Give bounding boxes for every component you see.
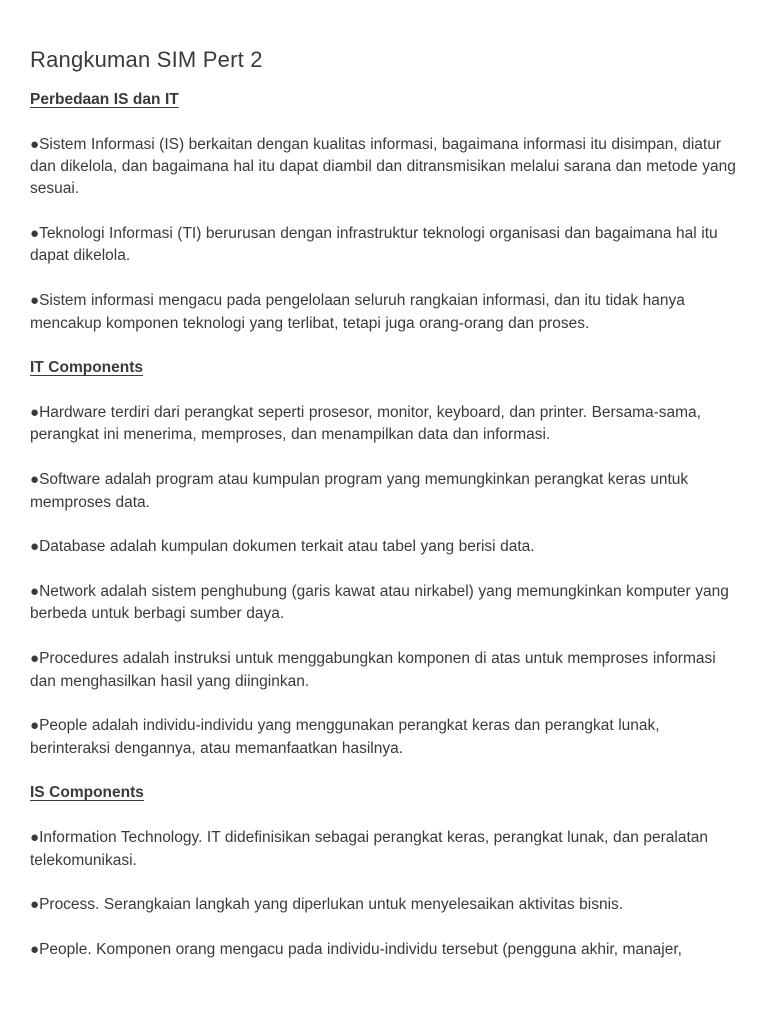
bullet-icon: ● <box>30 404 40 422</box>
bullet-text: Process. Serangkaian langkah yang diperlukan untuk menyelesaikan aktivitas bisnis. <box>39 896 624 914</box>
bullet-icon: ● <box>30 471 40 489</box>
bullet-text: Information Technology. IT didefinisikan sebagai perangkat keras, perangkat lunak, dan peralatan telekomunikasi. <box>30 829 708 869</box>
section-heading: IT Components <box>30 359 143 377</box>
bullet-item <box>30 536 738 558</box>
bullet-text: People. Komponen orang mengacu pada individu-individu tersebut (pengguna akhir, manajer, <box>39 941 682 959</box>
bullet-item <box>30 648 738 693</box>
bullet-text: Procedures adalah instruksi untuk menggabungkan komponen di atas untuk memproses informasi dan menghasilkan hasil yang diinginkan. <box>30 650 716 690</box>
bullet-item <box>30 715 738 760</box>
section-heading: IS Components <box>30 784 144 802</box>
bullet-icon: ● <box>30 941 40 959</box>
bullet-item <box>30 469 738 514</box>
bullet-text: Sistem Informasi (IS) berkaitan dengan kualitas informasi, bagaimana informasi itu disimpan, diatur dan dikelola, dan bagaimana hal itu dapat diambil dan ditransmisikan melalui sarana dan metode yang sesuai. <box>30 135 736 198</box>
bullet-icon: ● <box>30 650 40 668</box>
bullet-icon: ● <box>30 292 40 310</box>
note-body <box>30 89 738 961</box>
bullet-item <box>30 223 738 268</box>
bullet-icon: ● <box>30 896 40 914</box>
bullet-icon: ● <box>30 583 40 601</box>
bullet-text: Software adalah program atau kumpulan program yang memungkinkan perangkat keras untuk memproses data. <box>30 471 689 511</box>
bullet-item <box>30 290 738 335</box>
bullet-text: Network adalah sistem penghubung (garis kawat atau nirkabel) yang memungkinkan komputer yang berbeda untuk berbagi sumber daya. <box>30 583 729 623</box>
section-heading: Perbedaan IS dan IT <box>30 91 179 108</box>
bullet-text: Database adalah kumpulan dokumen terkait atau tabel yang berisi data. <box>39 538 535 556</box>
bullet-text: Sistem informasi mengacu pada pengelolaan seluruh rangkaian informasi, dan itu tidak hanya mencakup komponen teknologi yang terlibat, tetapi juga orang-orang dan proses. <box>30 292 685 332</box>
bullet-text: Hardware terdiri dari perangkat seperti prosesor, monitor, keyboard, dan printer. Bersama-sama, perangkat ini menerima, memproses, dan menampilkan data dan informasi. <box>30 404 701 444</box>
bullet-item <box>30 894 738 916</box>
bullet-icon: ● <box>30 717 40 735</box>
bullet-item <box>30 827 738 872</box>
bullet-item <box>30 134 738 201</box>
bullet-item <box>30 581 738 626</box>
bullet-item <box>30 939 738 961</box>
bullet-icon: ● <box>30 135 40 153</box>
bullet-icon: ● <box>30 225 40 243</box>
bullet-icon: ● <box>30 829 40 847</box>
bullet-item <box>30 402 738 447</box>
bullet-text: Teknologi Informasi (TI) berurusan dengan infrastruktur teknologi organisasi dan bagaimana hal itu dapat dikelola. <box>30 225 718 265</box>
note-title: Rangkuman SIM Pert 2 <box>30 47 263 72</box>
bullet-text: People adalah individu-individu yang menggunakan perangkat keras dan perangkat lunak, berinteraksi dengannya, atau memanfaatkan hasilnya. <box>30 717 660 757</box>
bullet-icon: ● <box>30 538 40 556</box>
